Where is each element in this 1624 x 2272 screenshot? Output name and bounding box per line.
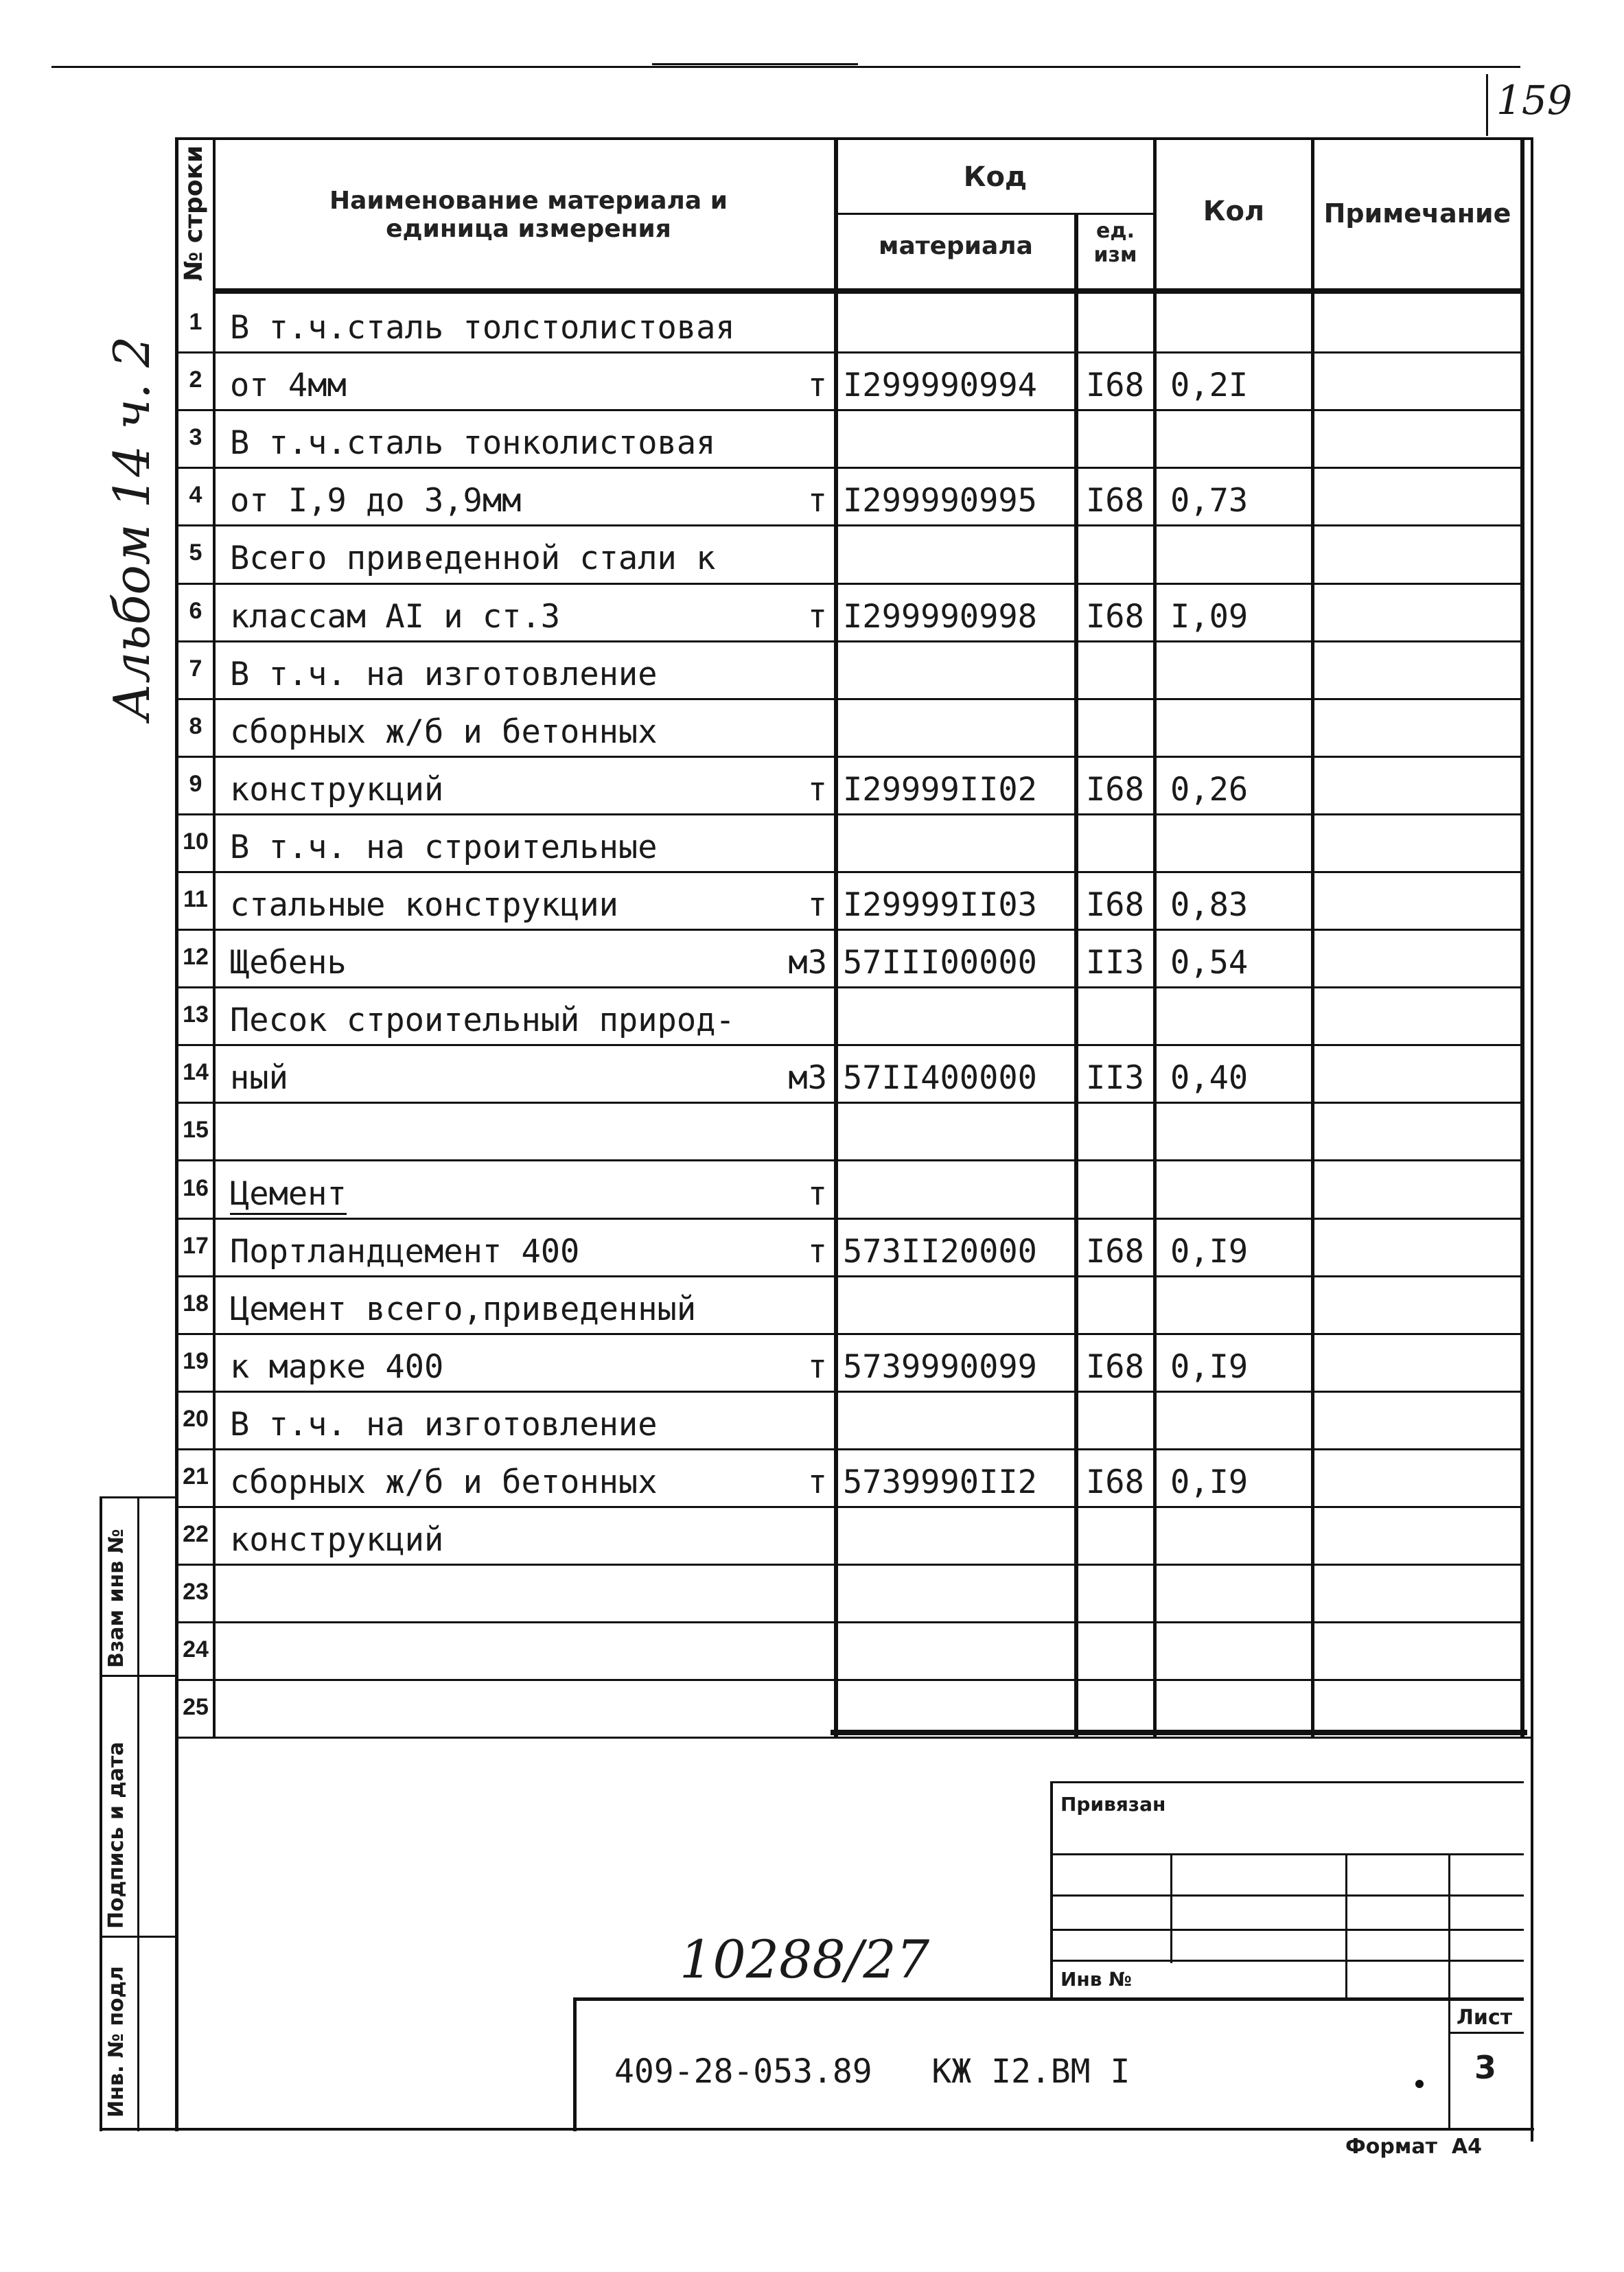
row-number: 5	[189, 540, 202, 566]
row-quantity: I,09	[1170, 598, 1249, 636]
side-sign-date: Подпись и дата	[104, 1741, 128, 1929]
row-material-name: В т.ч.сталь толстолистовая	[230, 309, 735, 347]
row-material-code: I29999II02	[843, 771, 1037, 809]
row-material-name: классам AI и ст.3	[230, 598, 561, 636]
header-unit-code: ед. изм	[1093, 219, 1137, 267]
side-inv-replace: Взам инв №	[104, 1529, 128, 1668]
row-material-name: от I,9 до 3,9мм	[230, 482, 522, 520]
row-quantity: 0,73	[1170, 482, 1249, 520]
row-material-name: от 4мм	[230, 367, 347, 404]
col-qty-line	[1311, 137, 1314, 1737]
stamp-main-top	[573, 1997, 1524, 2001]
row-separator	[175, 1448, 1524, 1450]
side-stamp-sep1	[100, 1675, 178, 1677]
row-unit-code: I68	[1086, 1463, 1144, 1501]
row-unit: т	[807, 886, 827, 924]
row-material-name: В т.ч. на изготовление	[230, 1406, 658, 1444]
row-separator	[175, 1102, 1524, 1104]
row-number: 1	[189, 309, 202, 335]
side-stamp-sep2	[100, 1936, 178, 1938]
header-code-split	[834, 213, 1157, 215]
row-number: 24	[183, 1636, 209, 1662]
row-separator	[175, 1621, 1524, 1623]
row-unit-code: II3	[1086, 944, 1144, 982]
row-unit-code: II3	[1086, 1059, 1144, 1097]
stamp-h2	[1050, 1894, 1524, 1897]
row-separator	[175, 698, 1524, 700]
row-material-code: 57II400000	[843, 1059, 1037, 1097]
header-material: материала	[879, 232, 1033, 260]
row-material-name: стальные конструкции	[230, 886, 618, 924]
row-separator	[175, 1333, 1524, 1335]
row-material-name: В т.ч. на строительные	[230, 828, 658, 866]
row-material-code: I29999II03	[843, 886, 1037, 924]
row-quantity: 0,I9	[1170, 1348, 1249, 1386]
header-qty: Кол	[1203, 196, 1265, 227]
row-separator	[175, 813, 1524, 815]
row-unit-code: I68	[1086, 886, 1144, 924]
row-separator	[175, 1044, 1524, 1046]
row-material-name: Портландцемент 400	[230, 1233, 580, 1271]
row-separator	[175, 524, 1524, 526]
album-label: Альбом 14 ч. 2	[103, 336, 161, 721]
stamp-doc-code: 409-28-053.89 КЖ I2.ВМ I	[614, 2052, 1130, 2091]
row-separator	[175, 1391, 1524, 1393]
row-quantity: 0,26	[1170, 771, 1249, 809]
row-material-name: сборных ж/б и бетонных	[230, 1463, 658, 1501]
row-quantity: 0,I9	[1170, 1463, 1249, 1501]
row-number: 7	[189, 656, 202, 682]
row-separator	[175, 1564, 1524, 1566]
row-unit: т	[807, 598, 827, 636]
top-border-line	[51, 66, 1520, 68]
frame-top	[175, 137, 1531, 140]
row-unit-code: I68	[1086, 482, 1144, 520]
row-number: 4	[189, 482, 202, 508]
row-separator	[175, 986, 1524, 988]
row-unit: т	[807, 1233, 827, 1271]
row-number: 17	[183, 1233, 209, 1259]
row-number: 15	[183, 1117, 209, 1143]
row-material-name: к марке 400	[230, 1348, 444, 1386]
col-note-right-line	[1520, 137, 1524, 1737]
format-label: Формат А4	[1345, 2135, 1482, 2159]
stamp-top	[1050, 1781, 1524, 1783]
row-quantity: 0,54	[1170, 944, 1249, 982]
side-stamp-mid	[137, 1496, 139, 2131]
row-quantity: 0,2I	[1170, 367, 1249, 404]
row-number: 12	[183, 944, 209, 970]
col-rownum-line	[213, 137, 216, 1737]
row-material-name: Цемент	[230, 1175, 347, 1215]
side-inv-orig: Инв. № подл	[104, 1966, 128, 2118]
row-number: 14	[183, 1059, 209, 1085]
row-number: 16	[183, 1175, 209, 1201]
page-number-divider	[1486, 74, 1488, 136]
row-material-code: I299990994	[843, 367, 1037, 404]
row-separator	[175, 409, 1524, 411]
row-material-code: 5739990II2	[843, 1463, 1037, 1501]
header-row-no: № строки	[180, 145, 208, 281]
row-separator	[175, 1159, 1524, 1161]
row-material-name: В т.ч. на изготовление	[230, 656, 658, 693]
frame-right	[1531, 137, 1533, 2142]
stamp-left	[1050, 1781, 1053, 2001]
row-material-code: 57III00000	[843, 944, 1037, 982]
row-separator	[175, 756, 1524, 758]
row-number: 19	[183, 1348, 209, 1374]
row-quantity: 0,83	[1170, 886, 1249, 924]
row-unit: т	[807, 482, 827, 520]
row-material-code: I299990998	[843, 598, 1037, 636]
row-separator	[175, 1506, 1524, 1508]
page-number: 159	[1496, 77, 1573, 124]
row-material-name: Песок строительный природ-	[230, 1001, 735, 1039]
row-unit-code: I68	[1086, 1348, 1144, 1386]
header-bottom-line	[213, 288, 1524, 294]
row-number: 20	[183, 1406, 209, 1432]
side-stamp-left	[100, 1496, 102, 2131]
row-material-name: конструкций	[230, 1521, 444, 1559]
row-separator	[175, 467, 1524, 469]
row-separator	[175, 583, 1524, 585]
row-material-code: 5739990099	[843, 1348, 1037, 1386]
stamp-sheet-sep	[1448, 2032, 1524, 2034]
col-unitcode-line	[1153, 137, 1157, 1737]
table-bottom-line-left	[175, 1737, 1531, 1739]
row-unit: т	[807, 1175, 827, 1213]
stamp-v2	[1345, 1853, 1347, 2001]
row-unit: т	[807, 367, 827, 404]
row-unit-code: I68	[1086, 598, 1144, 636]
row-material-name: сборных ж/б и бетонных	[230, 713, 658, 751]
row-separator	[175, 640, 1524, 642]
row-number: 2	[189, 367, 202, 393]
col-name-line	[834, 137, 838, 1737]
row-number: 25	[183, 1694, 209, 1720]
row-material-name: Всего приведенной стали к	[230, 540, 716, 577]
stamp-h4	[1050, 1960, 1524, 1962]
row-unit: т	[807, 1348, 827, 1386]
row-unit-code: I68	[1086, 1233, 1144, 1271]
row-number: 6	[189, 598, 202, 624]
row-unit-code: I68	[1086, 367, 1144, 404]
stamp-h3	[1050, 1929, 1524, 1931]
row-number: 10	[183, 828, 209, 855]
row-number: 3	[189, 424, 202, 450]
row-number: 9	[189, 771, 202, 797]
row-quantity: 0,I9	[1170, 1233, 1249, 1271]
row-unit: м3	[788, 1059, 827, 1097]
row-number: 21	[183, 1463, 209, 1489]
stamp-bound: Привязан	[1060, 1793, 1166, 1816]
row-material-code: 573II20000	[843, 1233, 1037, 1271]
row-unit: т	[807, 771, 827, 809]
row-material-name: Цемент всего,приведенный	[230, 1290, 697, 1328]
row-material-code: I299990995	[843, 482, 1037, 520]
row-material-name: В т.ч.сталь тонколистовая	[230, 424, 716, 462]
row-number: 13	[183, 1001, 209, 1028]
stamp-dot	[1415, 2080, 1424, 2088]
row-separator	[175, 351, 1524, 353]
stamp-main-left	[573, 1997, 577, 2131]
row-number: 11	[183, 886, 208, 912]
stamp-v3	[1448, 1853, 1450, 2128]
row-quantity: 0,40	[1170, 1059, 1249, 1097]
row-unit-code: I68	[1086, 771, 1144, 809]
row-material-name: Щебень	[230, 944, 347, 982]
row-separator	[175, 871, 1524, 873]
header-note: Примечание	[1323, 198, 1511, 229]
row-material-name: конструкций	[230, 771, 444, 809]
table-bottom-line	[831, 1730, 1527, 1735]
row-number: 23	[183, 1579, 209, 1605]
stamp-sheet-number: 3	[1474, 2049, 1497, 2086]
row-unit: м3	[788, 944, 827, 982]
row-separator	[175, 1679, 1524, 1681]
row-material-name: ный	[230, 1059, 288, 1097]
stamp-inv-no: Инв №	[1060, 1968, 1132, 1991]
stamp-handwritten-number: 10288/27	[680, 1929, 930, 1990]
header-code: Код	[963, 161, 1028, 193]
row-unit: т	[807, 1463, 827, 1501]
col-code-line	[1074, 213, 1078, 1737]
row-separator	[175, 1218, 1524, 1220]
row-separator	[175, 1275, 1524, 1277]
row-number: 22	[183, 1521, 209, 1547]
side-stamp-top	[100, 1496, 178, 1498]
top-border-dash	[652, 63, 858, 65]
row-separator	[175, 929, 1524, 931]
frame-bottom	[100, 2128, 1534, 2131]
row-number: 8	[189, 713, 202, 739]
stamp-v1	[1170, 1853, 1172, 1963]
header-name: Наименование материала и единица измерения	[329, 187, 728, 244]
row-number: 18	[183, 1290, 209, 1317]
stamp-h1	[1050, 1853, 1524, 1855]
stamp-sheet-label: Лист	[1457, 2006, 1513, 2030]
